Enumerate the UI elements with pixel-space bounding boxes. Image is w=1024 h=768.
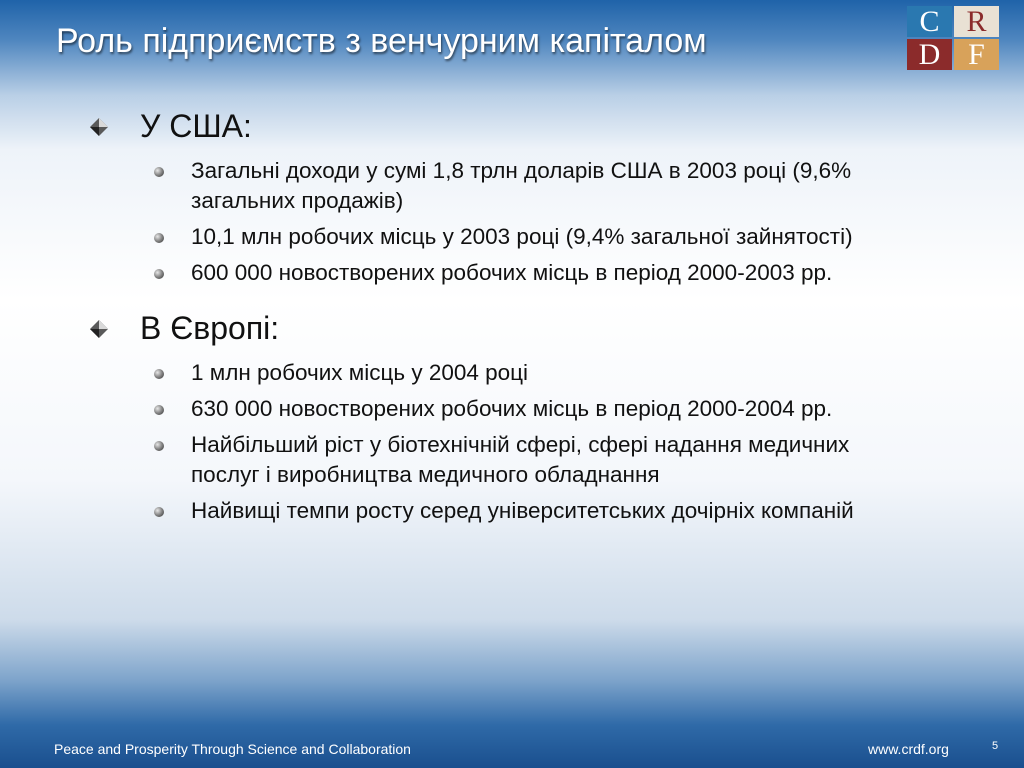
footer-tagline: Peace and Prosperity Through Science and Collaboration (54, 741, 411, 757)
slide-content (88, 104, 948, 544)
diamond-bullet-icon (90, 118, 108, 136)
section-heading-text: В Європі: (140, 310, 280, 346)
slide-title: Роль підприємств з венчурним капіталом (56, 22, 707, 60)
bullet-list (88, 156, 948, 288)
list-item (88, 258, 948, 288)
bullet-text: 10,1 млн робочих місць у 2003 році (9,4% загальної зайнятості) (191, 224, 853, 249)
logo-letter-d: D (907, 39, 952, 70)
logo-letter-c: C (907, 6, 952, 37)
list-item (88, 222, 948, 252)
list-item (88, 358, 948, 388)
round-bullet-icon (154, 269, 164, 279)
round-bullet-icon (154, 507, 164, 517)
bullet-text: Найвищі темпи росту серед університетських дочірніх компаній (191, 498, 854, 523)
bullet-text: 630 000 новостворених робочих місць в період 2000-2004 рр. (191, 396, 833, 421)
list-item (88, 394, 948, 424)
round-bullet-icon (154, 233, 164, 243)
diamond-bullet-icon (90, 320, 108, 338)
round-bullet-icon (154, 441, 164, 451)
bullet-text: Найбільший ріст у біотехнічній сфері, сфері надання медичних послуг і виробництва медичного обладнання (191, 432, 850, 487)
section-usa (88, 104, 948, 288)
round-bullet-icon (154, 167, 164, 177)
bullet-text: 1 млн робочих місць у 2004 році (191, 360, 529, 385)
bullet-list (88, 358, 948, 526)
round-bullet-icon (154, 405, 164, 415)
list-item (88, 496, 948, 526)
section-heading (88, 306, 948, 350)
section-europe (88, 306, 948, 526)
bullet-text: Загальні доходи у сумі 1,8 трлн доларів США в 2003 році (9,6% загальних продажів) (191, 158, 852, 213)
section-heading-text: У США: (140, 108, 252, 144)
list-item (88, 430, 948, 490)
crdf-logo (907, 6, 999, 70)
logo-letter-f: F (954, 39, 999, 70)
footer-website: www.crdf.org (868, 741, 949, 757)
bullet-text: 600 000 новостворених робочих місць в період 2000-2003 рр. (191, 260, 833, 285)
list-item (88, 156, 948, 216)
logo-letter-r: R (954, 6, 999, 37)
page-number: 5 (992, 740, 999, 752)
round-bullet-icon (154, 369, 164, 379)
section-heading (88, 104, 948, 148)
